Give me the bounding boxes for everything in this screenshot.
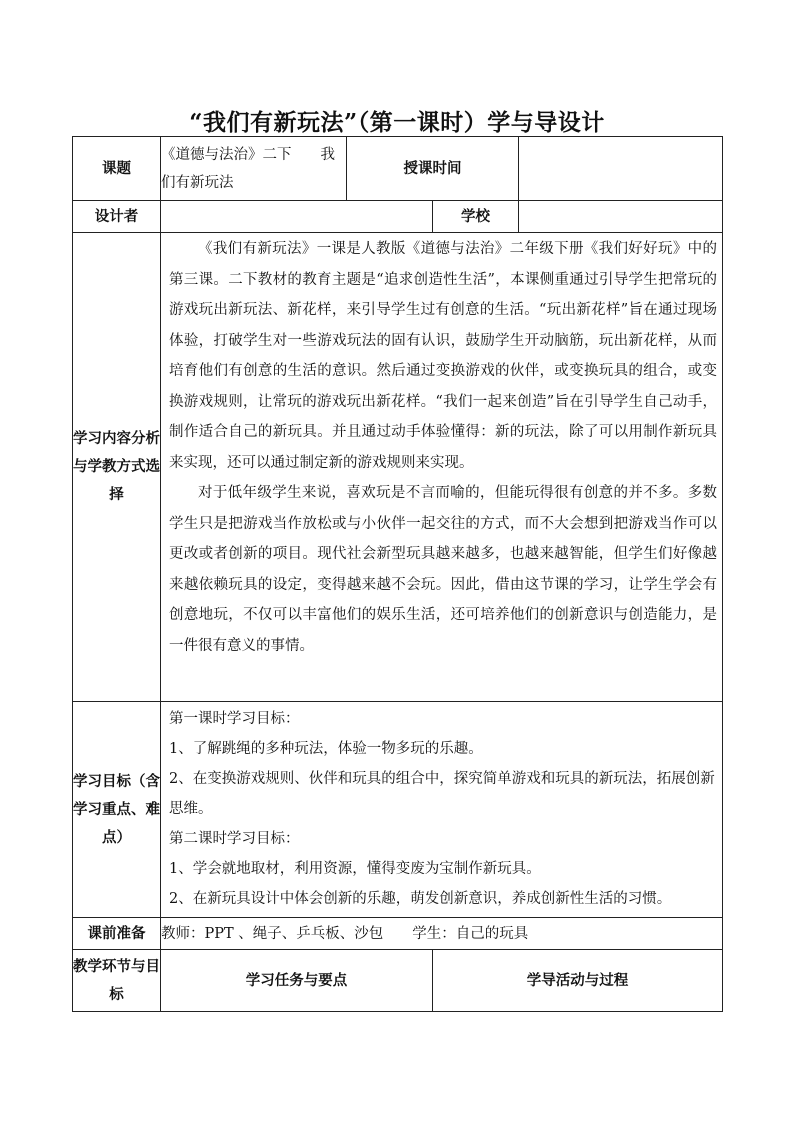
lesson-plan-table (72, 136, 723, 1012)
objectives-line-5: 1、学会就地取材，利用资源，懂得变废为宝制作新玩具。 (169, 861, 541, 877)
row-designer (73, 201, 723, 233)
teach-time-label: 授课时间 (347, 137, 519, 201)
teach-time-value (519, 137, 723, 201)
objectives-line-3: 2、在变换游戏规则、伙伴和玩具的组合中，探究简单游戏和玩具的新玩法，拓展创新思维。 (169, 771, 715, 817)
objectives-content (161, 702, 723, 918)
topic-value: 《道德与法治》二下 我们有新玩法 (161, 137, 347, 201)
objectives-label: 学习目标（含学习重点、难点） (73, 702, 161, 918)
designer-label: 设计者 (73, 201, 161, 233)
analysis-paragraph-2: 对于低年级学生来说，喜欢玩是不言而喻的，但能玩得很有创意的并不多。多数学生只是把游戏当作放松或与小伙伴一起交往的方式，而不大会想到把游戏当作可以更改或者创新的项目。现代社会新型玩具越来越多，也越来越智能，但学生们好像越来越依赖玩具的设定，变得越来越不会玩。因此，借由这节课的学习，让学生学会有创意地玩，不仅可以丰富他们的娱乐生活，还可培养他们的创新意识与创造能力，是一件很有意义的事情。 (169, 485, 717, 654)
row-process-header (73, 950, 723, 1012)
topic-label: 课题 (73, 137, 161, 201)
designer-value (161, 201, 433, 233)
process-stage-label: 教学环节与目标 (73, 950, 161, 1012)
page-title: “我们有新玩法”（第一课时）学与导设计 (189, 109, 605, 136)
objectives-line-6: 2、在新玩具设计中体会创新的乐趣，萌发创新意识，养成创新性生活的习惯。 (169, 891, 672, 907)
objectives-line-2: 1、了解跳绳的多种玩法，体验一物多玩的乐趣。 (169, 741, 483, 757)
row-analysis (73, 233, 723, 702)
row-topic (73, 137, 723, 201)
school-value (519, 201, 723, 233)
preparation-value: 教师：PPT 、绳子、乒乓板、沙包 学生：自己的玩具 (161, 918, 723, 950)
preparation-label: 课前准备 (73, 918, 161, 950)
objectives-line-1: 第一课时学习目标： (169, 711, 300, 727)
row-objectives (73, 702, 723, 918)
objectives-line-4: 第二课时学习目标： (169, 831, 300, 847)
row-preparation (73, 918, 723, 950)
task-points-header: 学习任务与要点 (161, 950, 433, 1012)
analysis-label: 学习内容分析与学教方式选择 (73, 233, 161, 702)
analysis-paragraph-1: 《我们有新玩法》一课是人教版《道德与法治》二年级下册《我们好好玩》中的第三课。二下教材的教育主题是“追求创造性生活”，本课侧重通过引导学生把常玩的游戏玩出新玩法、新花样，来引导学生过有创意的生活。“玩出新花样”旨在通过现场体验，打破学生对一些游戏玩法的固有认识，鼓励学生开动脑筋，玩出新花样，从而培育他们有创意的生活的意识。然后通过变换游戏的伙伴，或变换玩具的组合，或变换游戏规则，让常玩的游戏玩出新花样。“我们一起来创造”旨在引导学生自己动手，制作适合自己的新玩具。并且通过动手体验懂得：新的玩法，除了可以用制作新玩具来实现，还可以通过制定新的游戏规则来实现。 (169, 241, 717, 471)
school-label: 学校 (433, 201, 519, 233)
analysis-content (161, 233, 723, 702)
guide-activity-header: 学导活动与过程 (433, 950, 723, 1012)
